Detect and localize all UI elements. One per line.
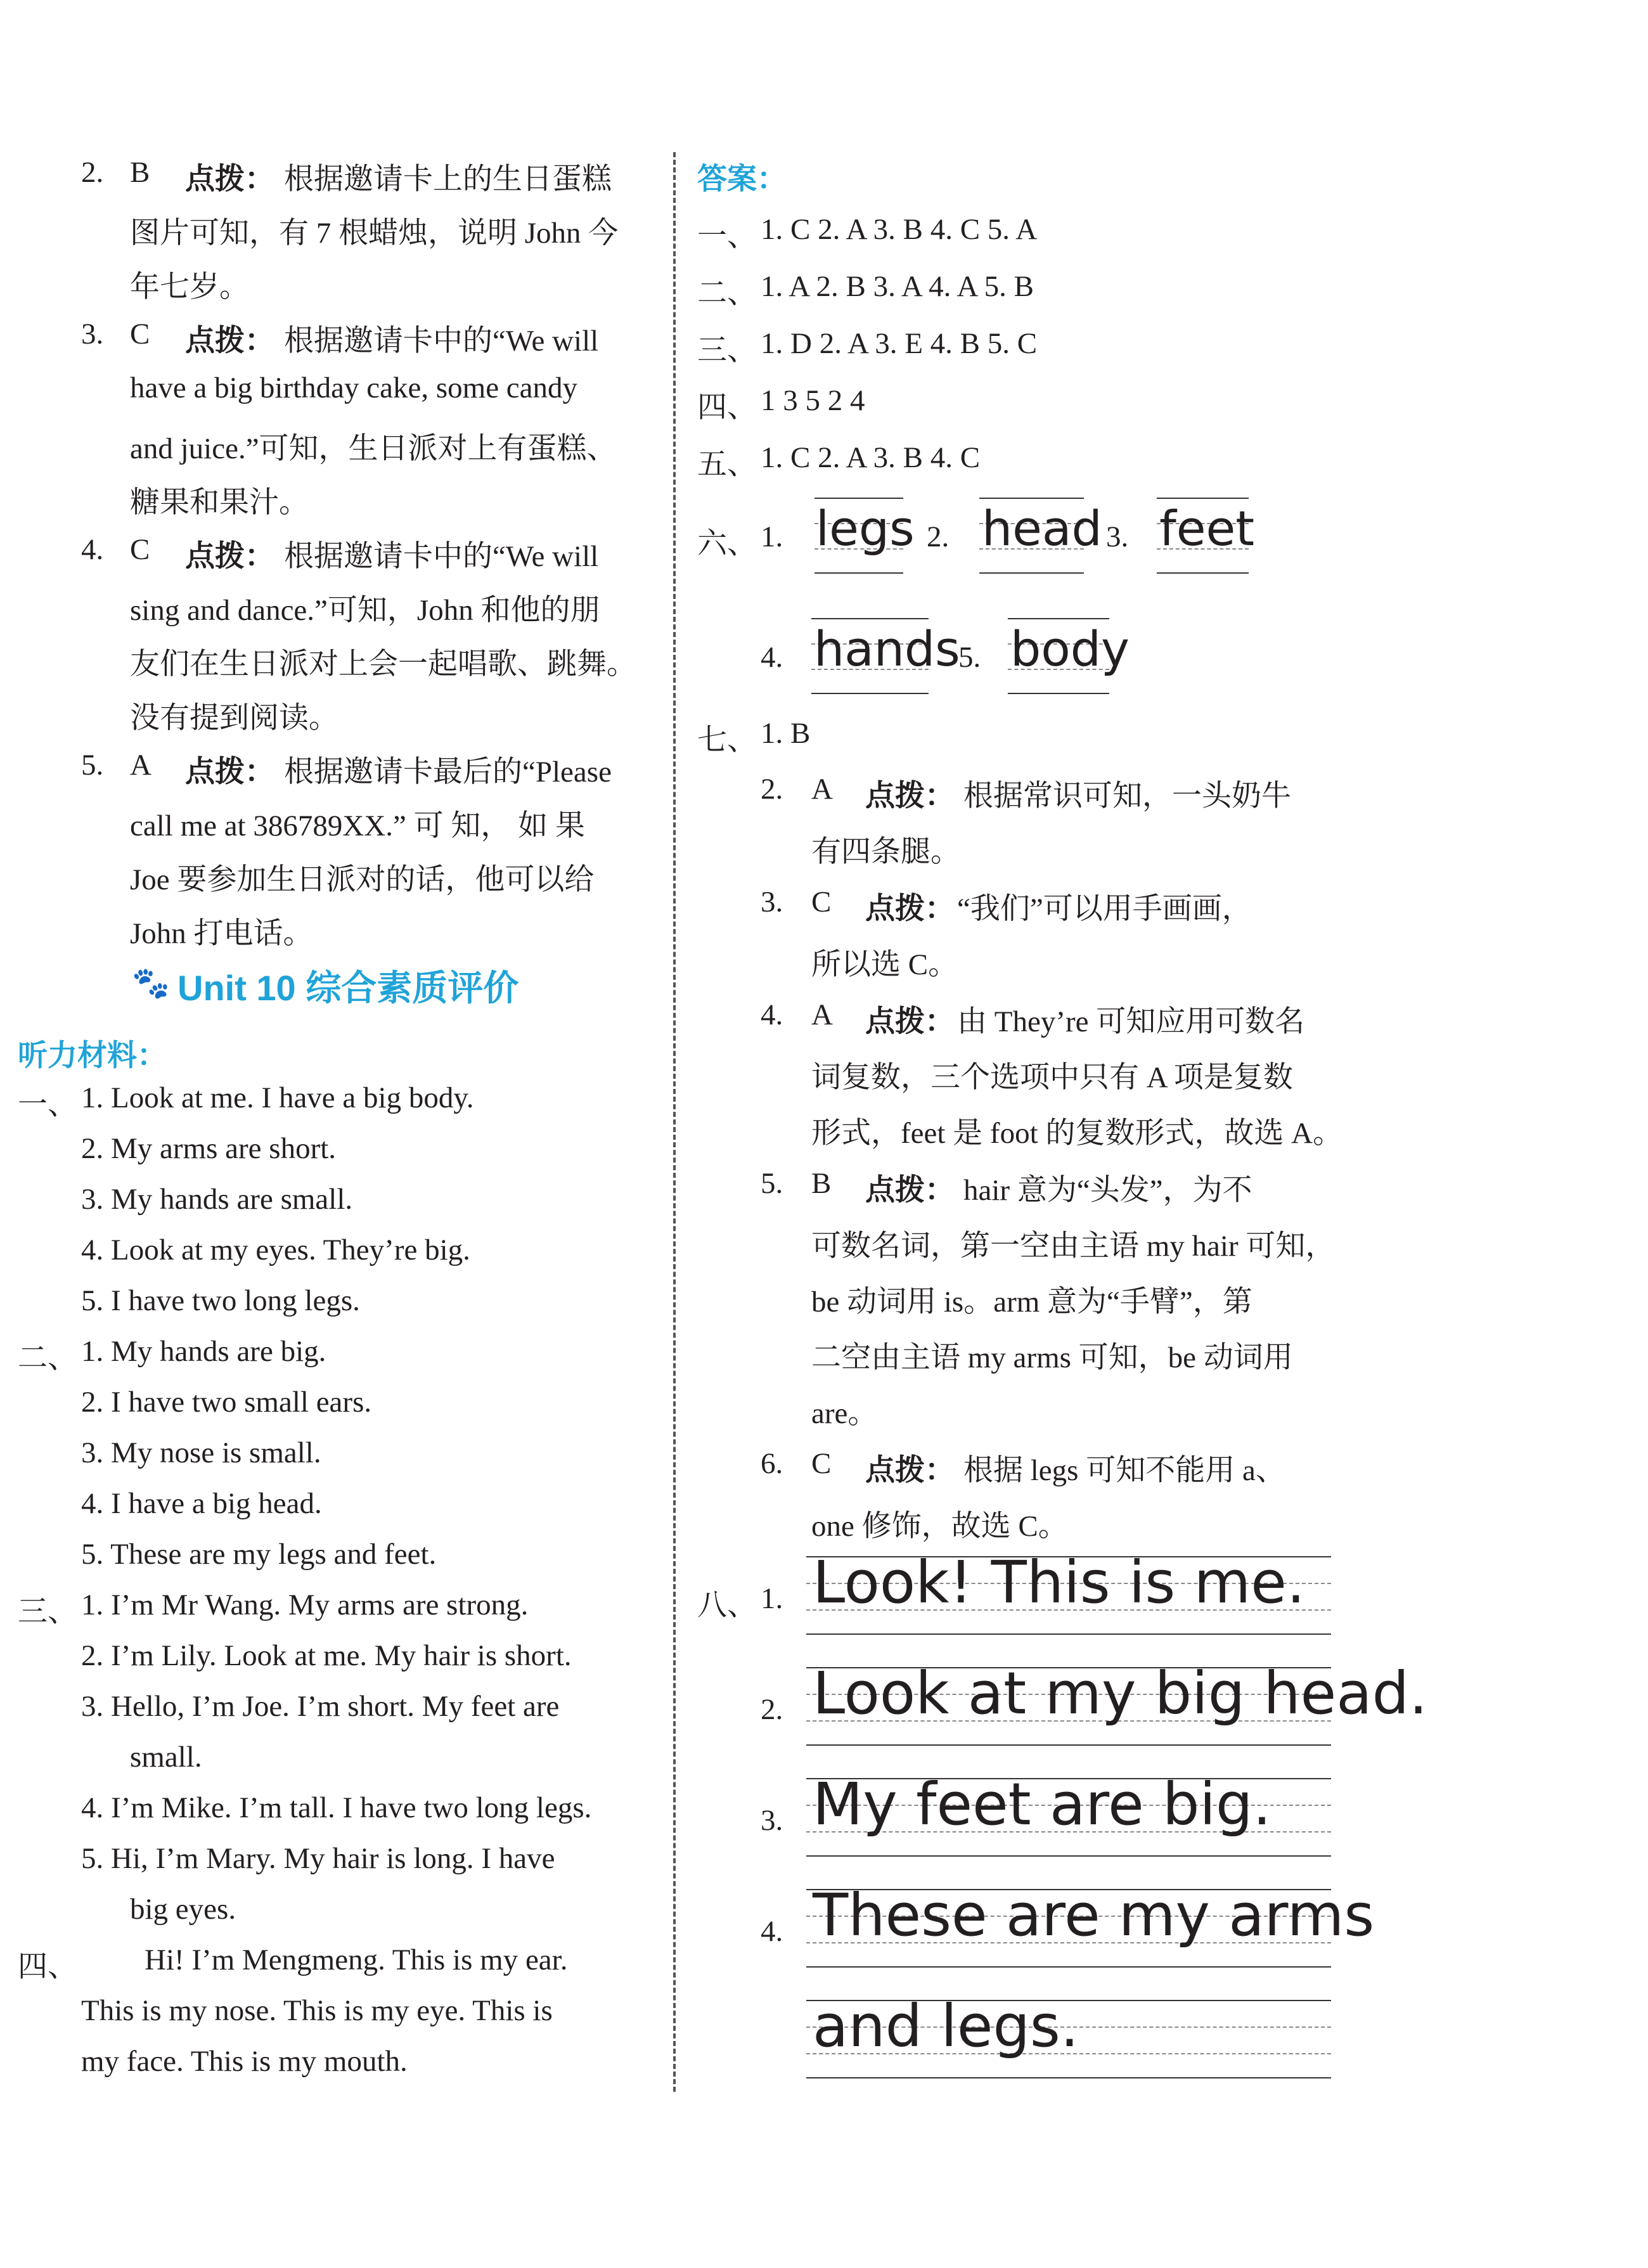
listening-item: 3. My hands are small.	[81, 1183, 353, 1216]
listening-item: Hi! I’m Mengmeng. This is my ear.	[145, 1943, 568, 1976]
note-line: sing and dance.”可知，John 和他的朋	[130, 594, 600, 627]
note-line: 所以选 C。	[811, 948, 958, 981]
note-number: 5.	[81, 749, 104, 782]
note-line: 可数名词，第一空由主语 my hair 可知，	[811, 1230, 1336, 1263]
section-label: 一、	[697, 220, 757, 253]
section-label: 三、	[18, 1595, 77, 1628]
listening-item: 4. I’m Mike. I’m tall. I have two long legs.	[81, 1791, 592, 1824]
word-number: 3.	[1106, 520, 1129, 553]
note-line: hair 意为“头发”，为不	[963, 1174, 1252, 1207]
handwriting-text: Look! This is me.	[813, 1549, 1306, 1616]
answer-row: 1. A 2. B 3. A 4. A 5. B	[761, 270, 1034, 303]
note-answer: A	[811, 998, 833, 1031]
note-line: 图片可知，有 7 根蜡烛，说明 John 今	[130, 217, 619, 250]
listening-item: 5. Hi, I’m Mary. My hair is long. I have	[81, 1842, 555, 1875]
listening-item: 4. I have a big head.	[81, 1487, 322, 1520]
note-answer: B	[811, 1167, 832, 1200]
note-number: 6.	[761, 1447, 783, 1480]
listening-item: 3. Hello, I’m Joe. I’m short. My feet are	[81, 1690, 560, 1723]
section-label: 二、	[18, 1342, 77, 1375]
answer-row: 1 3 5 2 4	[761, 384, 865, 417]
note-line: 二空由主语 my arms 可知，be 动词用	[811, 1341, 1293, 1374]
listening-item: 2. I have two small ears.	[81, 1386, 372, 1419]
listening-item: 4. Look at my eyes. They’re big.	[81, 1234, 470, 1266]
handwriting-word-box	[811, 618, 960, 694]
column-divider	[673, 152, 676, 2092]
section-label: 一、	[18, 1088, 77, 1121]
note-line: John 打电话。	[130, 917, 313, 950]
sentence-number: 3.	[761, 1804, 783, 1837]
note-line: 根据邀请卡中的“We will	[284, 540, 599, 573]
handwriting-word: body	[1010, 621, 1130, 677]
note-line: 根据邀请卡中的“We will	[284, 325, 599, 358]
note-tag: 点拨：	[865, 780, 955, 813]
note-line: 没有提到阅读。	[130, 702, 338, 735]
note-line: 糖果和果汁。	[130, 486, 309, 519]
note-line: 根据邀请卡最后的“Please	[284, 756, 612, 789]
note-tag: 点拨：	[185, 325, 274, 358]
answer-row: 1. D 2. A 3. E 4. B 5. C	[761, 327, 1038, 360]
note-answer: C	[811, 886, 832, 918]
note-line: 年七岁。	[130, 271, 249, 304]
handwriting-sentence	[806, 1992, 1331, 2079]
section-label: 五、	[697, 448, 757, 481]
handwriting-text: My feet are big.	[813, 1770, 1271, 1838]
note-line: call me at 386789XX.” 可 知， 如 果	[130, 809, 585, 842]
note-number: 5.	[761, 1167, 783, 1200]
handwriting-word-box	[979, 498, 1102, 574]
word-number: 1.	[761, 520, 783, 553]
note-tag: 点拨：	[865, 1005, 955, 1038]
handwriting-word: head	[982, 500, 1102, 557]
note-answer: C	[811, 1447, 832, 1480]
note-line: have a big birthday cake, some candy	[130, 371, 578, 404]
section-label: 三、	[697, 334, 757, 367]
note-line: are。	[811, 1397, 878, 1430]
note-line: 形式，feet 是 foot 的复数形式，故选 A。	[811, 1117, 1343, 1150]
note-line: 友们在生日派对上会一起唱歌、跳舞。	[130, 648, 636, 681]
note-line: be 动词用 is。arm 意为“手臂”，第	[811, 1285, 1252, 1318]
sentence-number: 2.	[761, 1693, 783, 1726]
word-number: 2.	[927, 520, 950, 553]
listening-item: big eyes.	[130, 1893, 236, 1926]
handwriting-word-box	[1008, 618, 1130, 694]
section-label: 四、	[18, 1950, 77, 1983]
note-tag: 点拨：	[185, 540, 274, 573]
note-number: 2.	[761, 773, 783, 806]
note-line: one 修饰，故选 C。	[811, 1510, 1068, 1543]
listening-item: 3. My nose is small.	[81, 1436, 321, 1469]
listening-item: 1. I’m Mr Wang. My arms are strong.	[81, 1588, 529, 1621]
listening-item: my face. This is my mouth.	[81, 2045, 408, 2078]
section-label: 七、	[697, 724, 757, 757]
note-number: 4.	[761, 998, 783, 1031]
note-number: 3.	[761, 886, 783, 918]
handwriting-sentence	[806, 1770, 1331, 1857]
handwriting-sentence	[806, 1881, 1375, 1968]
note-number: 4.	[81, 533, 104, 566]
listening-item: This is my nose. This is my eye. This is	[81, 1994, 553, 2027]
note-answer: A	[811, 773, 833, 806]
listening-item: 5. These are my legs and feet.	[81, 1538, 437, 1571]
note-answer: C	[130, 318, 150, 351]
listening-item: 1. Look at me. I have a big body.	[81, 1081, 474, 1114]
answer-row: 1. C 2. A 3. B 4. C	[761, 441, 981, 474]
handwriting-text: These are my arms	[813, 1881, 1375, 1949]
note-line: 由 They’re 可知应用可数名	[957, 1005, 1305, 1038]
answers-heading: 答案：	[697, 162, 787, 195]
note-tag: 点拨：	[865, 892, 955, 925]
word-number: 5.	[958, 641, 981, 674]
note-line: 词复数，三个选项中只有 A 项是复数	[811, 1061, 1293, 1094]
unit-title: Unit 10 综合素质评价	[177, 968, 519, 1008]
note-line: Joe 要参加生日派对的话，他可以给	[130, 863, 595, 896]
handwriting-sentence	[806, 1659, 1428, 1746]
note-answer: C	[130, 533, 150, 566]
word-number: 4.	[761, 641, 783, 674]
note-line: 根据邀请卡上的生日蛋糕	[284, 163, 612, 196]
section-label: 四、	[697, 391, 757, 424]
handwriting-word-box	[814, 498, 915, 574]
listening-item: 5. I have two long legs.	[81, 1284, 360, 1317]
note-line: 有四条腿。	[811, 835, 960, 868]
note-line: 根据 legs 可知不能用 a、	[963, 1454, 1285, 1487]
listening-item: small.	[130, 1741, 202, 1774]
handwriting-word: feet	[1159, 500, 1255, 557]
handwriting-word-box	[1157, 498, 1255, 574]
section-label: 六、	[697, 527, 757, 560]
note-tag: 点拨：	[865, 1454, 955, 1487]
listening-heading: 听力材料：	[18, 1038, 167, 1072]
sentence-number: 1.	[761, 1582, 783, 1615]
sentence-number: 4.	[761, 1915, 783, 1948]
handwriting-word: hands	[814, 621, 960, 677]
note-tag: 点拨：	[865, 1174, 955, 1207]
note-tag: 点拨：	[185, 756, 274, 789]
note-line: “我们”可以用手画画，	[957, 892, 1252, 925]
note-number: 3.	[81, 318, 104, 351]
listening-item: 2. My arms are short.	[81, 1132, 337, 1165]
answer-row: 1. C 2. A 3. B 4. C 5. A	[761, 213, 1038, 246]
note-line: 根据常识可知，一头奶牛	[963, 780, 1291, 813]
listening-item: 1. My hands are big.	[81, 1335, 326, 1368]
answer-row: 1. B	[761, 717, 811, 750]
note-tag: 点拨：	[185, 163, 274, 196]
handwriting-text: and legs.	[813, 1992, 1079, 2060]
handwriting-text: Look at my big head.	[813, 1659, 1428, 1727]
paw-icon: 🐾	[132, 967, 170, 1000]
section-label: 二、	[697, 277, 757, 310]
note-number: 2.	[81, 156, 104, 189]
listening-item: 2. I’m Lily. Look at me. My hair is short.	[81, 1639, 572, 1672]
note-answer: A	[130, 749, 151, 782]
note-line: and juice.”可知，生日派对上有蛋糕、	[130, 432, 617, 465]
note-answer: B	[130, 156, 150, 189]
handwriting-word: legs	[816, 500, 915, 557]
section-label: 八、	[697, 1589, 757, 1622]
handwriting-sentence	[806, 1549, 1331, 1635]
